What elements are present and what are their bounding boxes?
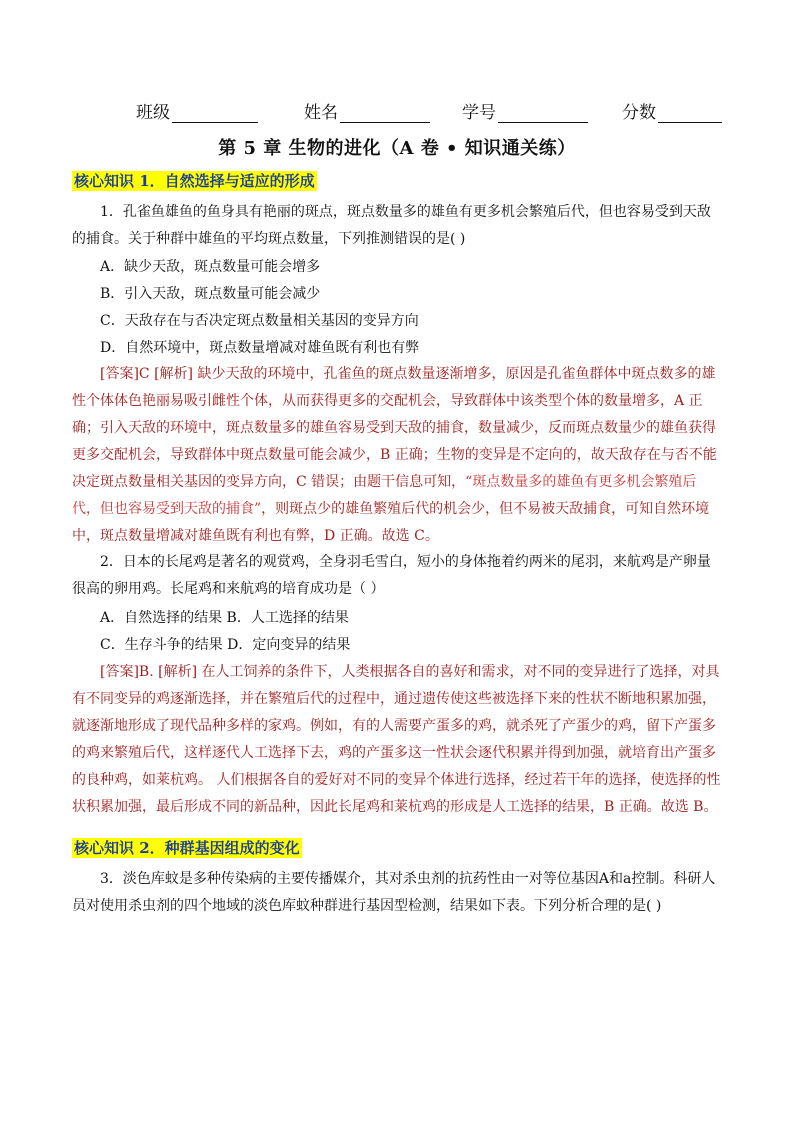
name-field xyxy=(304,98,430,123)
score-field xyxy=(622,98,722,123)
question-1-option-c: C．天敌存在与否决定斑点数量相关基因的变异方向 xyxy=(100,313,419,329)
class-blank[interactable] xyxy=(172,104,258,123)
class-label: 班级 xyxy=(136,103,170,123)
student-id-blank[interactable] xyxy=(498,104,588,123)
question-1-answer-text-end: ，则斑点少的雄鱼繁殖后代的机会少，但不易被天敌捕食，可知自然环境中，斑点数量增减对雄鱼既有利也有弊，D 正确。故选 C。 xyxy=(72,501,710,544)
question-2-stem: 2．日本的长尾鸡是著名的观赏鸡，全身羽毛雪白，短小的身体拖着约两米的尾羽，来航鸡是产卵量很高的卵用鸡。长尾鸡和来航鸡的培育成功是（ ） xyxy=(72,554,711,597)
name-blank[interactable] xyxy=(340,104,430,123)
question-1-answer xyxy=(72,361,724,550)
section-heading-1: 核心知识 1．自然选择与适应的形成 xyxy=(74,172,315,190)
score-label: 分数 xyxy=(622,103,656,123)
section-heading-2: 核心知识 2．种群基因组成的变化 xyxy=(74,839,300,857)
question-1-answer-text: [答案]C [解析] 缺少天敌的环境中，孔雀鱼的斑点数量逐渐增多，原因是孔雀鱼群体中斑点数多的雄性个体体色艳丽易吸引雌性个体，从而获得更多的交配机会，导致群体中该类型个体的数量增多，A 正确；引入天敌的环境中，斑点数量多的雄鱼容易受到天敌的捕食，数量减少，反而斑点数量少的雄鱼获得更多交配机会，导致群体中斑点数量可能会减少，B 正确；生物的变异是不定向的，故天敌存在与否不能决定斑点数量相关基因的变异方向，C 错误；由题干信息可知， xyxy=(72,366,717,490)
question-1-option-a: A．缺少天敌，斑点数量可能会增多 xyxy=(100,259,321,275)
class-field xyxy=(136,98,258,123)
question-1-option-d: D．自然环境中，斑点数量增减对雄鱼既有利也有弊 xyxy=(100,340,420,356)
score-blank[interactable] xyxy=(658,104,722,123)
question-3-stem: 3．淡色库蚊是多种传染病的主要传播媒介，其对杀虫剂的抗药性由一对等位基因A和a控制。科研人员对使用杀虫剂的四个地域的淡色库蚊种群进行基因型检测，结果如下表。下列分析合理的是( ) xyxy=(72,871,716,914)
question-2-answer: [答案]B. [解析] 在人工饲养的条件下，人类根据各自的喜好和需求，对不同的变异进行了选择，对具有不同变异的鸡逐渐选择，并在繁殖后代的过程中，通过遗传使这些被选择下来的性状不断地积累加强，就逐渐地形成了现代品种多样的家鸡。例如，有的人需要产蛋多的鸡，就杀死了产蛋少的鸡，留下产蛋多的鸡来繁殖后代，这样逐代人工选择下去，鸡的产蛋多这一性状会逐代积累并得到加强，就培育出产蛋多的良种鸡，如莱杭鸡。 人们根据各自的爱好对不同的变异个体进行选择，经过若干年的选择，使选择的性状积累加强，最后形成不同的新品种，因此长尾鸡和莱杭鸡的形成是人工选择的结果，B 正确。故选 B。 xyxy=(72,664,721,815)
question-2-options-row-1: A．自然选择的结果 B．人工选择的结果 xyxy=(100,610,349,626)
question-1-answer-quote: “斑点数量多的雄鱼有更多机会繁殖后代，但也容易受到天敌的捕食” xyxy=(72,474,697,517)
page-title: 第 5 章 生物的进化（A 卷 • 知识通关练） xyxy=(218,138,576,159)
student-id-field xyxy=(462,98,588,123)
question-1-option-b: B．引入天敌，斑点数量可能会减少 xyxy=(100,286,321,302)
name-label: 姓名 xyxy=(304,103,338,123)
student-id-label: 学号 xyxy=(462,103,496,123)
question-2-options-row-2: C．生存斗争的结果 D．定向变异的结果 xyxy=(100,637,351,653)
question-1-stem: 1．孔雀鱼雄鱼的鱼身具有艳丽的斑点，斑点数量多的雄鱼有更多机会繁殖后代，但也容易受到天敌的捕食。关于种群中雄鱼的平均斑点数量，下列推测错误的是( ) xyxy=(72,204,711,247)
student-info-header xyxy=(0,98,794,122)
